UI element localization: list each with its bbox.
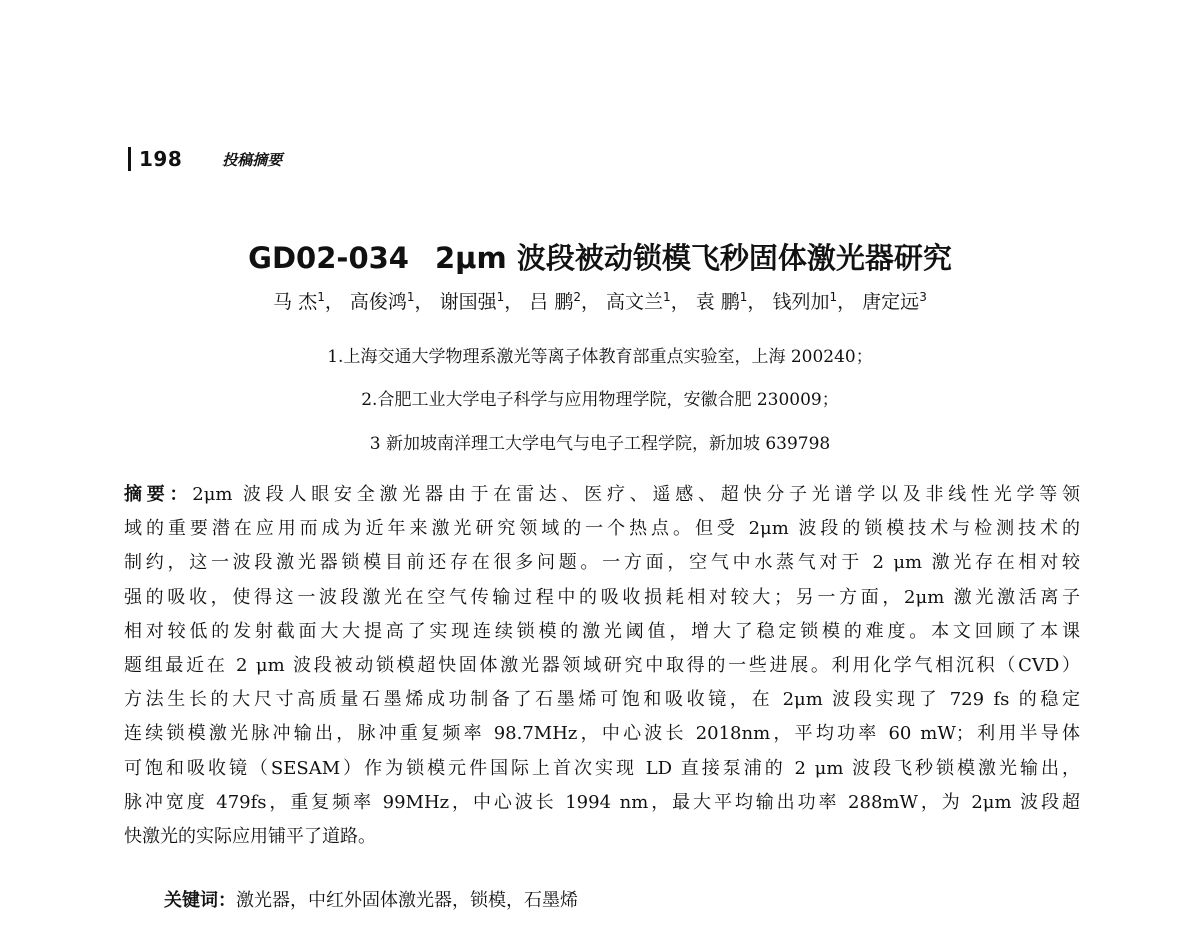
- abstract-line: 可饱和吸收镜（SESAM）作为锁模元件国际上首次实现 LD 直接泵浦的 2 μm 波段飞秒锁模激光输出，: [124, 757, 1080, 779]
- author-affiliation-mark: 2: [573, 290, 581, 304]
- author-affiliation-mark: 1: [829, 290, 838, 304]
- abstract: [124, 478, 1080, 854]
- abstract-label: 摘要：: [124, 484, 193, 505]
- author: 谢国强$^1$: [439, 290, 505, 313]
- abstract-line: 相对较低的发射截面大大提高了实现连续锁模的激光阈值，增大了稳定锁模的难度。本文回顾了本课: [124, 620, 1080, 642]
- paper-title: [0, 236, 1200, 277]
- author-affiliation-mark: 1: [496, 290, 505, 304]
- abstract-line: 制约，这一波段激光器锁模目前还存在很多问题。一方面，空气中水蒸气对于 2 μm 激光存在相对较: [124, 552, 1080, 574]
- author: 袁 鹏$^1$: [695, 290, 748, 313]
- author-list: 马 杰$^1$， 高俊鸿$^1$， 谢国强$^1$， 吕 鹏$^2$， 高文兰$^1$， 袁 鹏$^1$， 钱列加$^1$， 唐定远$^3$: [273, 290, 927, 313]
- paper-code: GD02-034: [248, 241, 409, 275]
- author: 钱列加$^1$: [772, 290, 838, 313]
- abstract-line: 方法生长的大尺寸高质量石墨烯成功制备了石墨烯可饱和吸收镜，在 2μm 波段实现了 729 fs 的稳定: [124, 689, 1080, 711]
- author: 高文兰$^1$: [606, 290, 671, 313]
- abstract-line: 连续锁模激光脉冲输出，脉冲重复频率 98.7MHz，中心波长 2018nm，平均功率 60 mW；利用半导体: [124, 723, 1080, 745]
- affiliation: 2.合肥工业大学电子科学与应用物理学院，安徽合肥 230009；: [361, 390, 839, 410]
- abstract-line: 快激光的实际应用铺平了道路。: [124, 826, 376, 848]
- author: 高俊鸿$^1$: [349, 290, 415, 313]
- keywords-label: 关键词：: [164, 890, 236, 911]
- affiliation: 1.上海交通大学物理系激光等离子体教育部重点实验室，上海 200240；: [327, 347, 873, 367]
- paper-title-text: 2μm 波段被动锁模飞秒固体激光器研究: [434, 241, 952, 275]
- abstract-line: 域的重要潜在应用而成为近年来激光研究领域的一个热点。但受 2μm 波段的锁模技术与检测技术的: [124, 518, 1080, 540]
- page-number: 198: [139, 147, 183, 171]
- author: 唐定远$^3$: [862, 290, 927, 313]
- author-affiliation-mark: 1: [406, 290, 415, 304]
- author: 马 杰$^1$: [273, 290, 325, 313]
- abstract-line: 题组最近在 2 μm 波段被动锁模超快固体激光器领域研究中取得的一些进展。利用化学气相沉积（CVD）: [124, 655, 1080, 677]
- abstract-line: 强的吸收，使得这一波段激光在空气传输过程中的吸收损耗相对较大；另一方面，2μm 激光激活离子: [124, 586, 1080, 608]
- running-header: [128, 145, 282, 173]
- author: 吕 鹏$^2$: [529, 290, 581, 313]
- author-affiliation-mark: 1: [317, 290, 325, 304]
- author-affiliation-mark: 1: [663, 290, 671, 304]
- abstract-line: 脉冲宽度 479fs，重复频率 99MHz，中心波长 1994 nm，最大平均输出功率 288mW，为 2μm 波段超: [124, 791, 1080, 813]
- header-rule: [128, 147, 131, 171]
- author-affiliation-mark: 1: [739, 290, 748, 304]
- section-name: 投稿摘要: [222, 150, 283, 169]
- keywords: [164, 886, 578, 912]
- affiliation: 3 新加坡南洋理工大学电气与电子工程学院，新加坡 639798: [369, 434, 831, 454]
- abstract-line: 摘要：2μm 波段人眼安全激光器由于在雷达、医疗、遥感、超快分子光谱学以及非线性光学等领: [124, 484, 1081, 505]
- keywords-text: 激光器，中红外固体激光器，锁模，石墨烯: [236, 890, 578, 911]
- author-affiliation-mark: 3: [919, 290, 927, 304]
